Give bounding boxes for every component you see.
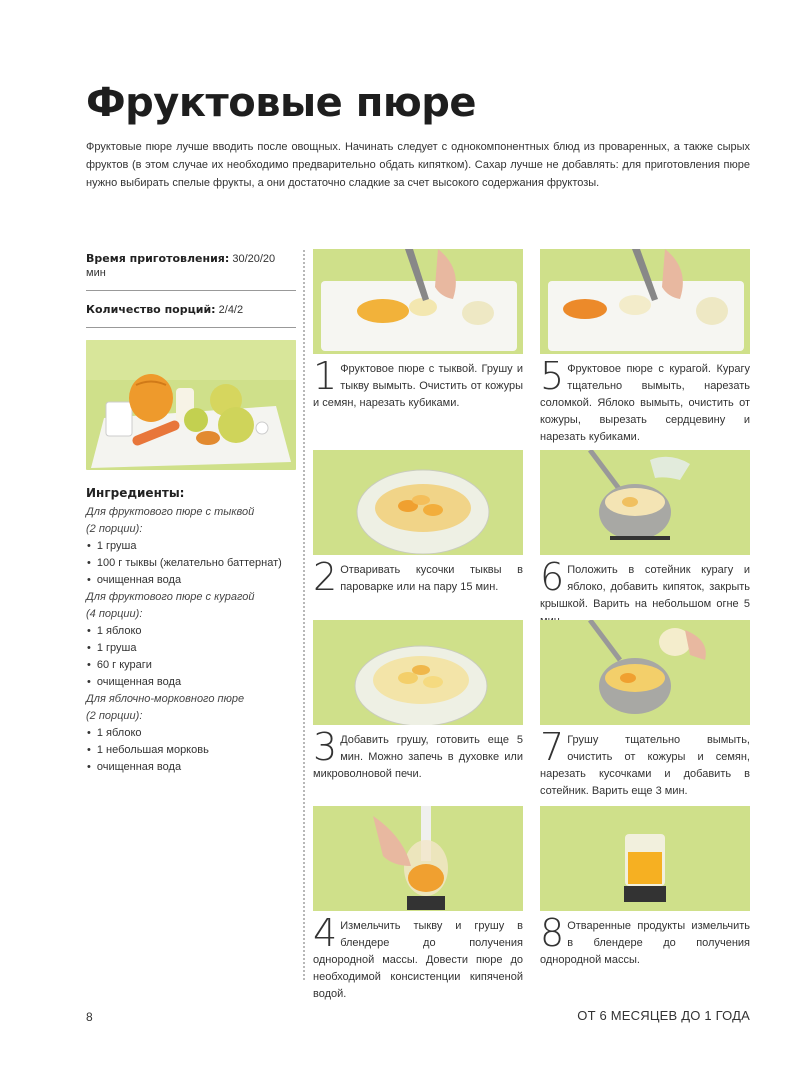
portions xyxy=(86,303,296,328)
step-description: Грушу тщательно вымыть, очистить от кожуры и семян, нарезать кусочками и добавить в сотейник. Варить еще 3 мин. xyxy=(540,734,750,797)
step-description: Положить в сотейник курагу и яблоко, добавить кипяток, закрыть крышкой. Варить на небольшом огне 5 xyxy=(540,564,750,610)
portions-label: Количество порций: xyxy=(86,303,216,316)
ingredient-subheading: Для фруктового пюре с тыквой xyxy=(86,506,255,518)
step-8 xyxy=(540,806,750,969)
ingredient-subheading: (4 порции): xyxy=(86,608,143,620)
ingredient-item: • 100 г тыквы (желательно баттернат) xyxy=(86,555,296,572)
step-1-text xyxy=(313,354,523,412)
step-2-text xyxy=(313,555,523,599)
cooking-time xyxy=(86,252,296,291)
step-3-text xyxy=(313,725,523,783)
ingredient-subheading: Для фруктового пюре с курагой xyxy=(86,591,255,603)
step-number: 2 xyxy=(313,555,338,599)
step-7 xyxy=(540,620,750,800)
step-5 xyxy=(540,249,750,446)
recipe-sidebar xyxy=(86,252,296,776)
step-4-text xyxy=(313,911,523,1003)
cooking-time-label: Время приготовления: xyxy=(86,252,230,265)
ingredients-title: Ингредиенты: xyxy=(86,486,185,500)
ingredient-item: • 1 груша xyxy=(86,640,296,657)
step-1 xyxy=(313,249,523,412)
ingredient-item: • очищенная вода xyxy=(86,572,296,589)
step-description: Фруктовое пюре с тыквой. Грушу и тыкву вымыть. Очистить от кожуры и семян, нарезать кубиками. xyxy=(313,363,523,409)
step-number: 8 xyxy=(540,911,565,955)
ingredient-item: • очищенная вода xyxy=(86,674,296,691)
step-8-text xyxy=(540,911,750,969)
step-2 xyxy=(313,450,523,599)
step-description: Отваривать кусочки тыквы в пароварке или на пару 15 мин. xyxy=(340,564,523,593)
step-4-photo xyxy=(313,806,523,911)
ingredient-subheading: Для яблочно-морковного пюре xyxy=(86,693,245,705)
page-title: Фруктовые пюре xyxy=(86,80,477,126)
ingredients-photo xyxy=(86,340,296,470)
ingredient-item: • 1 яблоко xyxy=(86,623,296,640)
step-5-text xyxy=(540,354,750,446)
ingredient-subheading: (2 порции): xyxy=(86,523,143,535)
step-4 xyxy=(313,806,523,1003)
step-number: 5 xyxy=(540,354,565,398)
step-description: Измельчить тыкву и грушу в блендере до получения однородной массы. Довести пюре до необходимой консистенции кипяченой водой. xyxy=(313,920,523,1000)
step-description: Фруктовое пюре с курагой. Курагу тщательно вымыть, нарезать соломкой. Яблоко вымыть, очистить от кожуры, вырезать сердцевину и нарезать кубиками. xyxy=(540,363,750,443)
ingredient-item: • 1 яблоко xyxy=(86,725,296,742)
step-3 xyxy=(313,620,523,783)
step-number: 7 xyxy=(540,725,565,769)
ingredient-item: • 1 небольшая морковь xyxy=(86,742,296,759)
ingredient-item: • очищенная вода xyxy=(86,759,296,776)
step-description: Добавить грушу, готовить еще 5 мин. Можно запечь в духовке или микроволновой печи. xyxy=(313,734,523,780)
step-3-photo xyxy=(313,620,523,725)
ingredient-item: • 60 г кураги xyxy=(86,657,296,674)
page-number: 8 xyxy=(86,1010,93,1024)
portions-value: 2/4/2 xyxy=(218,304,244,316)
step-number: 4 xyxy=(313,911,338,955)
step-2-photo xyxy=(313,450,523,555)
step-7-text xyxy=(540,725,750,800)
step-5-photo xyxy=(540,249,750,354)
step-number: 3 xyxy=(313,725,338,769)
column-divider xyxy=(303,250,305,980)
ingredients-list xyxy=(86,504,296,776)
step-number: 6 xyxy=(540,555,565,599)
step-description: Отваренные продукты измельчить в блендере до получения однородной массы. xyxy=(540,920,750,966)
ingredient-item: • 1 груша xyxy=(86,538,296,555)
step-6 xyxy=(540,450,750,630)
step-6-photo xyxy=(540,450,750,555)
step-number: 1 xyxy=(313,354,338,398)
step-8-photo xyxy=(540,806,750,911)
cooking-time-value: 30/20/20 мин xyxy=(86,253,276,279)
step-7-photo xyxy=(540,620,750,725)
step-1-photo xyxy=(313,249,523,354)
section-title: ОТ 6 МЕСЯЦЕВ ДО 1 ГОДА xyxy=(577,1008,750,1023)
intro-paragraph: Фруктовые пюре лучше вводить после овощных. Начинать следует с однокомпонентных блюд из проваренных, а также сырых фруктов (в этом случае их необходимо предварительно обдать кипятком). Сахар лучше не добавлять: для приготовления пюре нужно выбирать спелые фрукты, а они достаточно сладкие за счет высокого содержания фруктозы. xyxy=(86,141,750,189)
ingredient-subheading: (2 порции): xyxy=(86,710,143,722)
